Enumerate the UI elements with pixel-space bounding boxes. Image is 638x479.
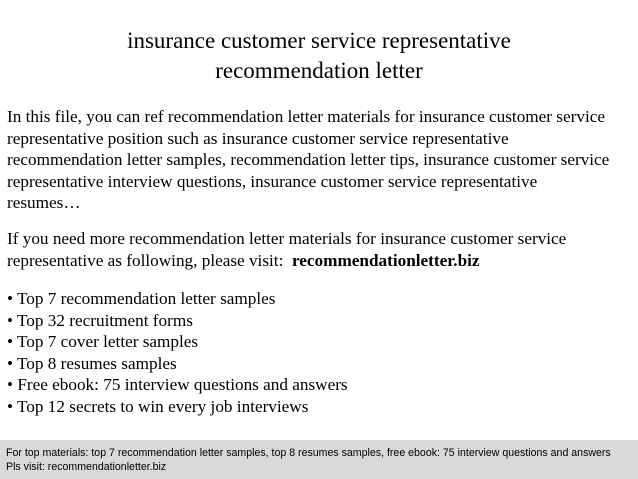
- footer-banner: [0, 440, 638, 479]
- footer-line-1: For top materials: top 7 recommendation letter samples, top 8 resumes samples, free ebook: 75 interview questions and answers: [6, 447, 611, 459]
- list-item: • Top 7 cover letter samples: [7, 332, 199, 351]
- more-line-1: If you need more recommendation letter materials for insurance customer service: [7, 229, 567, 248]
- intro-line: In this file, you can ref recommendation letter materials for insurance customer service: [7, 107, 605, 126]
- footer-line-2: Pls visit: recommendationletter.biz: [6, 461, 167, 473]
- list-item: • Top 8 resumes samples: [7, 353, 177, 373]
- intro-line: representative interview questions, insurance customer service representative: [7, 171, 538, 191]
- intro-line: resumes…: [7, 193, 81, 212]
- list-item: • Free ebook: 75 interview questions and answers: [7, 375, 348, 394]
- materials-list: [7, 288, 635, 417]
- list-item: • Top 7 recommendation letter samples: [7, 289, 276, 308]
- more-materials-paragraph: [7, 228, 635, 271]
- list-item: • Top 32 recruitment forms: [7, 310, 193, 330]
- intro-paragraph: [7, 106, 635, 214]
- title-line-1: insurance customer service representative: [127, 28, 511, 53]
- title-line-2: recommendation letter: [215, 58, 423, 83]
- more-line-2-text: representative as following, please visit:: [7, 250, 292, 270]
- intro-line: representative position such as insurance customer service representative: [7, 128, 509, 148]
- list-item: • Top 12 secrets to win every job interviews: [7, 396, 309, 416]
- intro-line: recommendation letter samples, recommendation letter tips, insurance customer service: [7, 150, 610, 169]
- website-link[interactable]: recommendationletter.biz: [291, 250, 480, 270]
- more-line-2: [7, 250, 635, 272]
- page-title: [0, 26, 638, 86]
